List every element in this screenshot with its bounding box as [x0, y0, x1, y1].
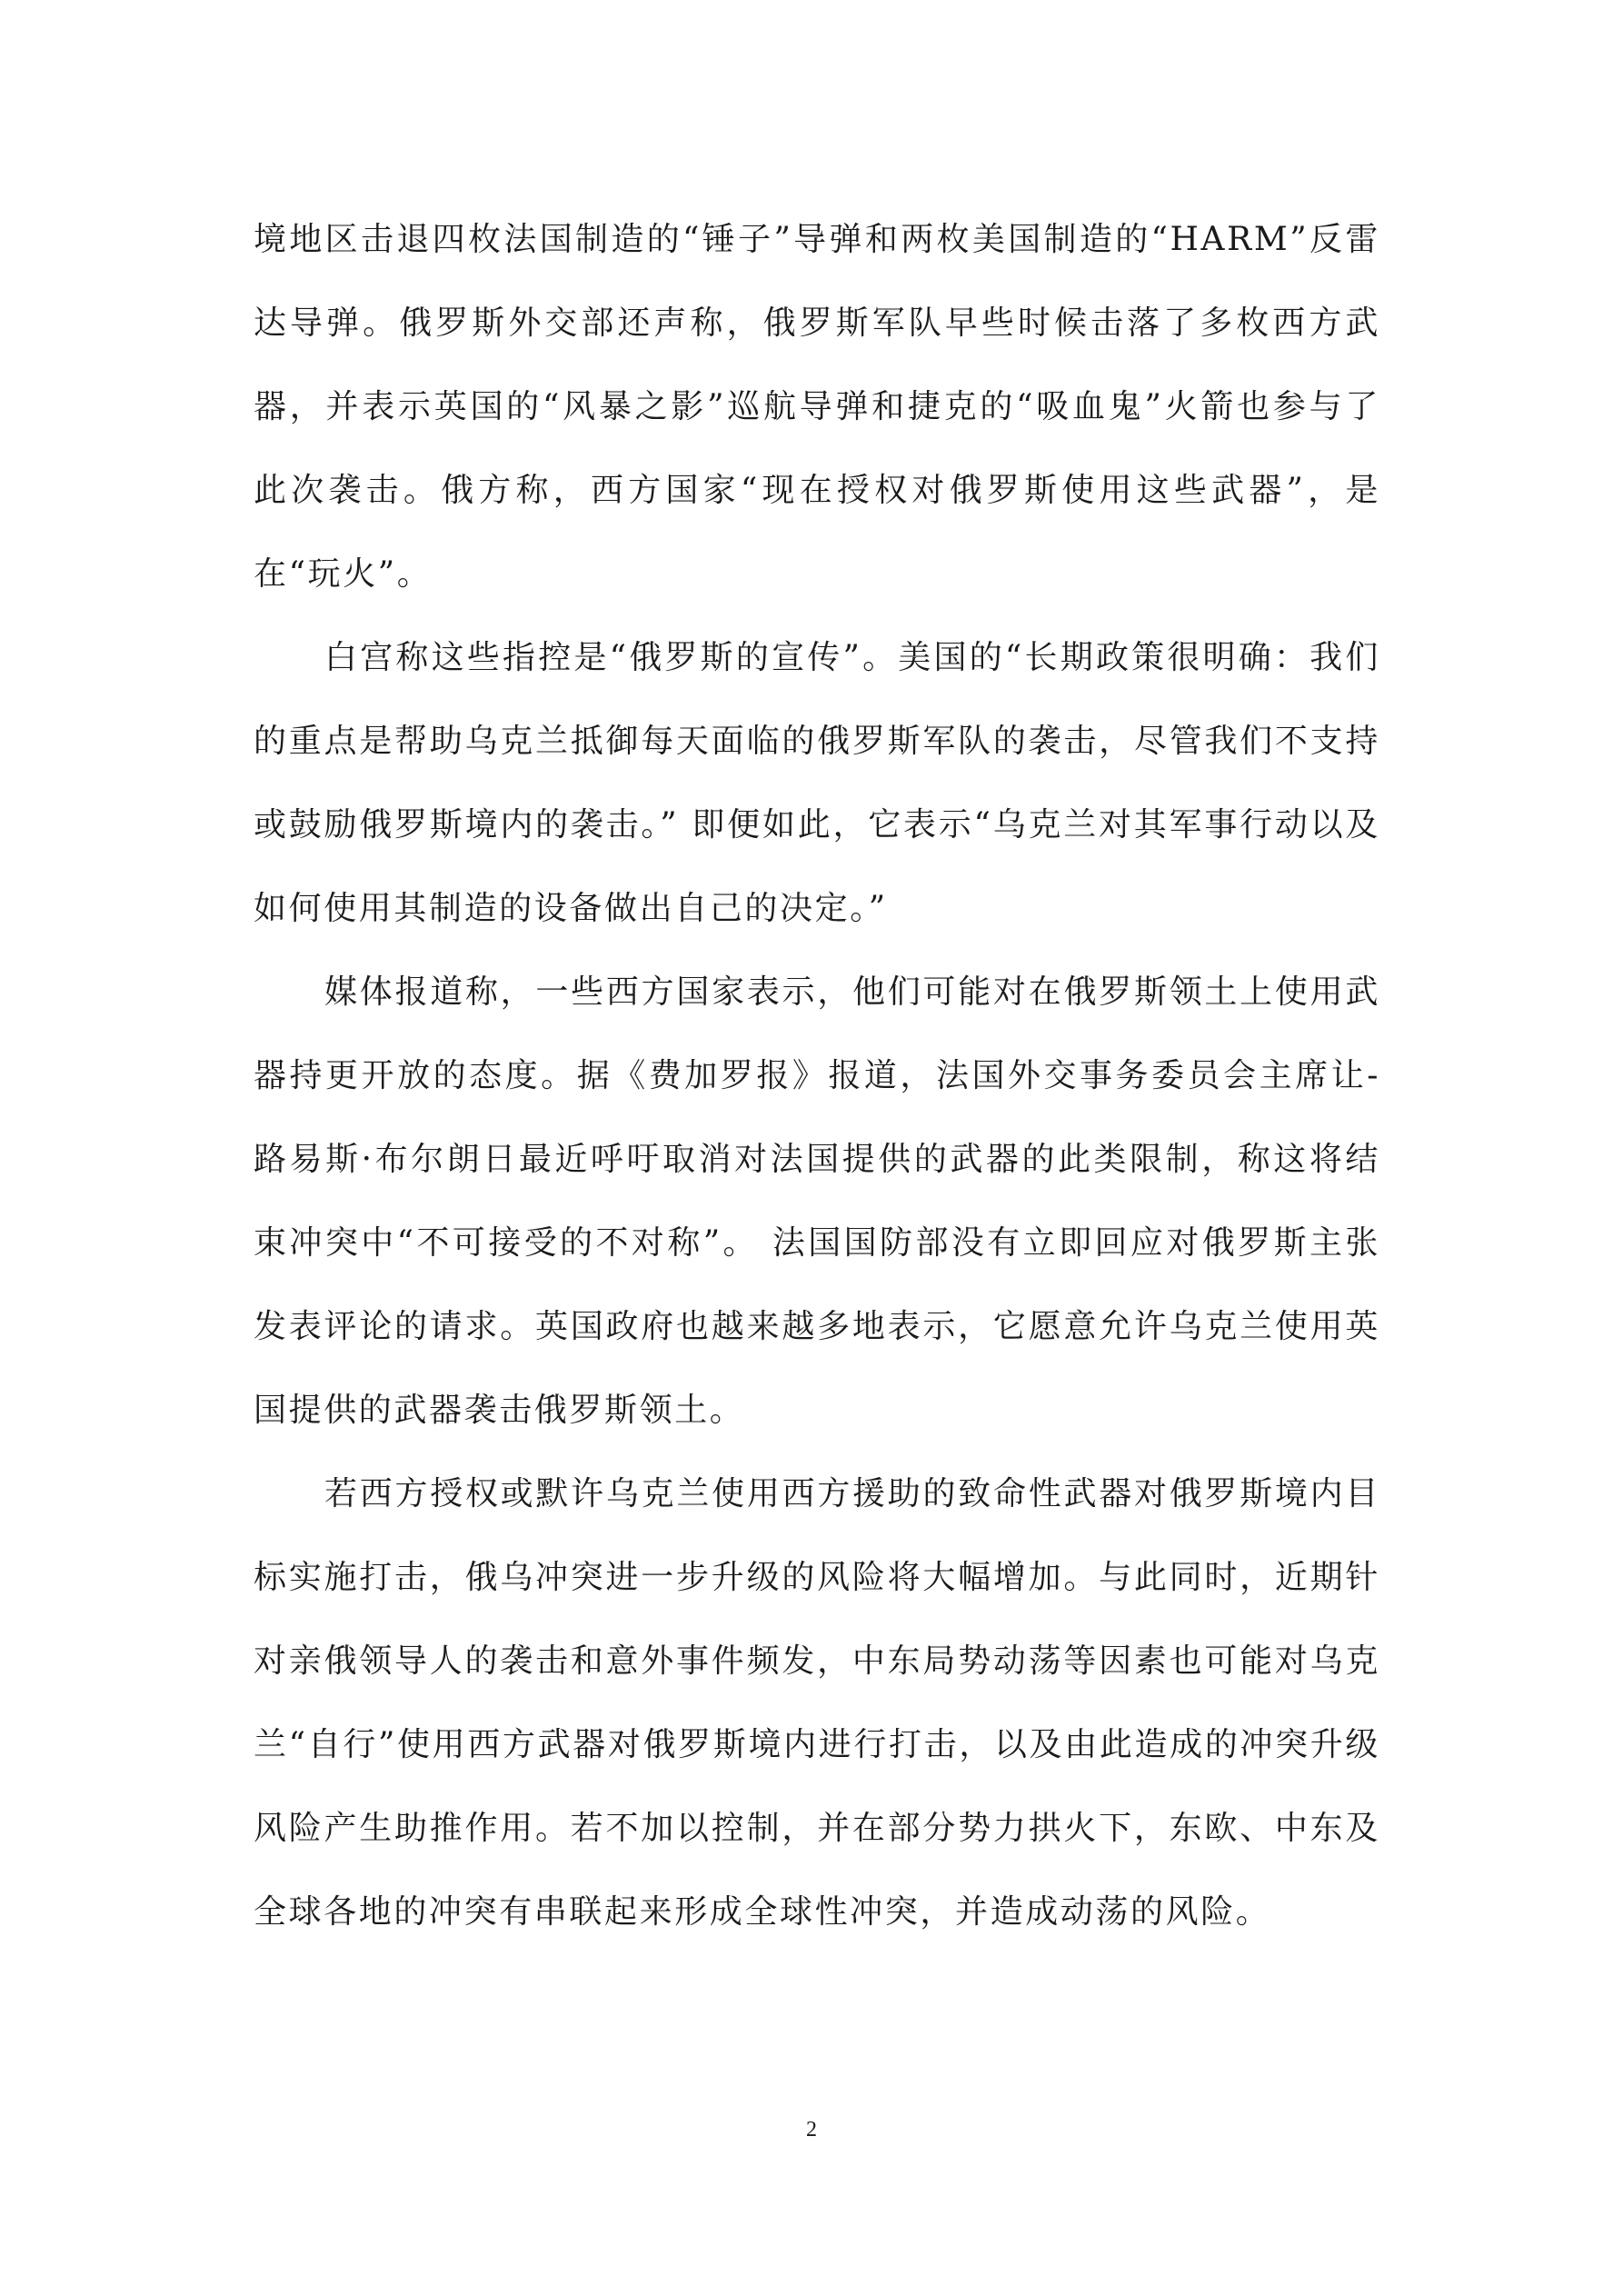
- paragraph-white-house-response: 白宫称这些指控是“俄罗斯的宣传”。美国的“长期政策很明确：我们的重点是帮助乌克兰抵御每天面临的俄罗斯军队的袭击，尽管我们不支持或鼓励俄罗斯境内的袭击。” 即便如此，它表示“乌克兰对其军事行动以及如何使用其制造的设备做出自己的决定。”: [254, 639, 1380, 927]
- paragraph-continuation: 境地区击退四枚法国制造的“锤子”导弹和两枚美国制造的“HARM”反雷达导弹。俄罗斯外交部还声称，俄罗斯军队早些时候击落了多枚西方武器，并表示英国的“风暴之影”巡航导弹和捷克的“吸血鬼”火箭也参与了此次袭击。俄方称，西方国家“现在授权对俄罗斯使用这些武器”，是在“玩火”。: [254, 221, 1380, 593]
- paragraph-escalation-risk: 若西方授权或默许乌克兰使用西方援助的致命性武器对俄罗斯境内目标实施打击，俄乌冲突进一步升级的风险将大幅增加。与此同时，近期针对亲俄领导人的袭击和意外事件频发，中东局势动荡等因素也可能对乌克兰“自行”使用西方武器对俄罗斯境内进行打击，以及由此造成的冲突升级风险产生助推作用。若不加以控制，并在部分势力拱火下，东欧、中东及全球各地的冲突有串联起来形成全球性冲突，并造成动荡的风险。: [254, 1475, 1380, 1931]
- page-number: 2: [806, 2118, 817, 2141]
- body-text: [254, 198, 1380, 1954]
- paragraph-western-stance: 媒体报道称，一些西方国家表示，他们可能对在俄罗斯领土上使用武器持更开放的态度。据《费加罗报》报道，法国外交事务委员会主席让-路易斯·布尔朗日最近呼吁取消对法国提供的武器的此类限制，称这将结束冲突中“不可接受的不对称”。 法国国防部没有立即回应对俄罗斯主张发表评论的请求。英国政府也越来越多地表示，它愿意允许乌克兰使用英国提供的武器袭击俄罗斯领土。: [254, 973, 1380, 1429]
